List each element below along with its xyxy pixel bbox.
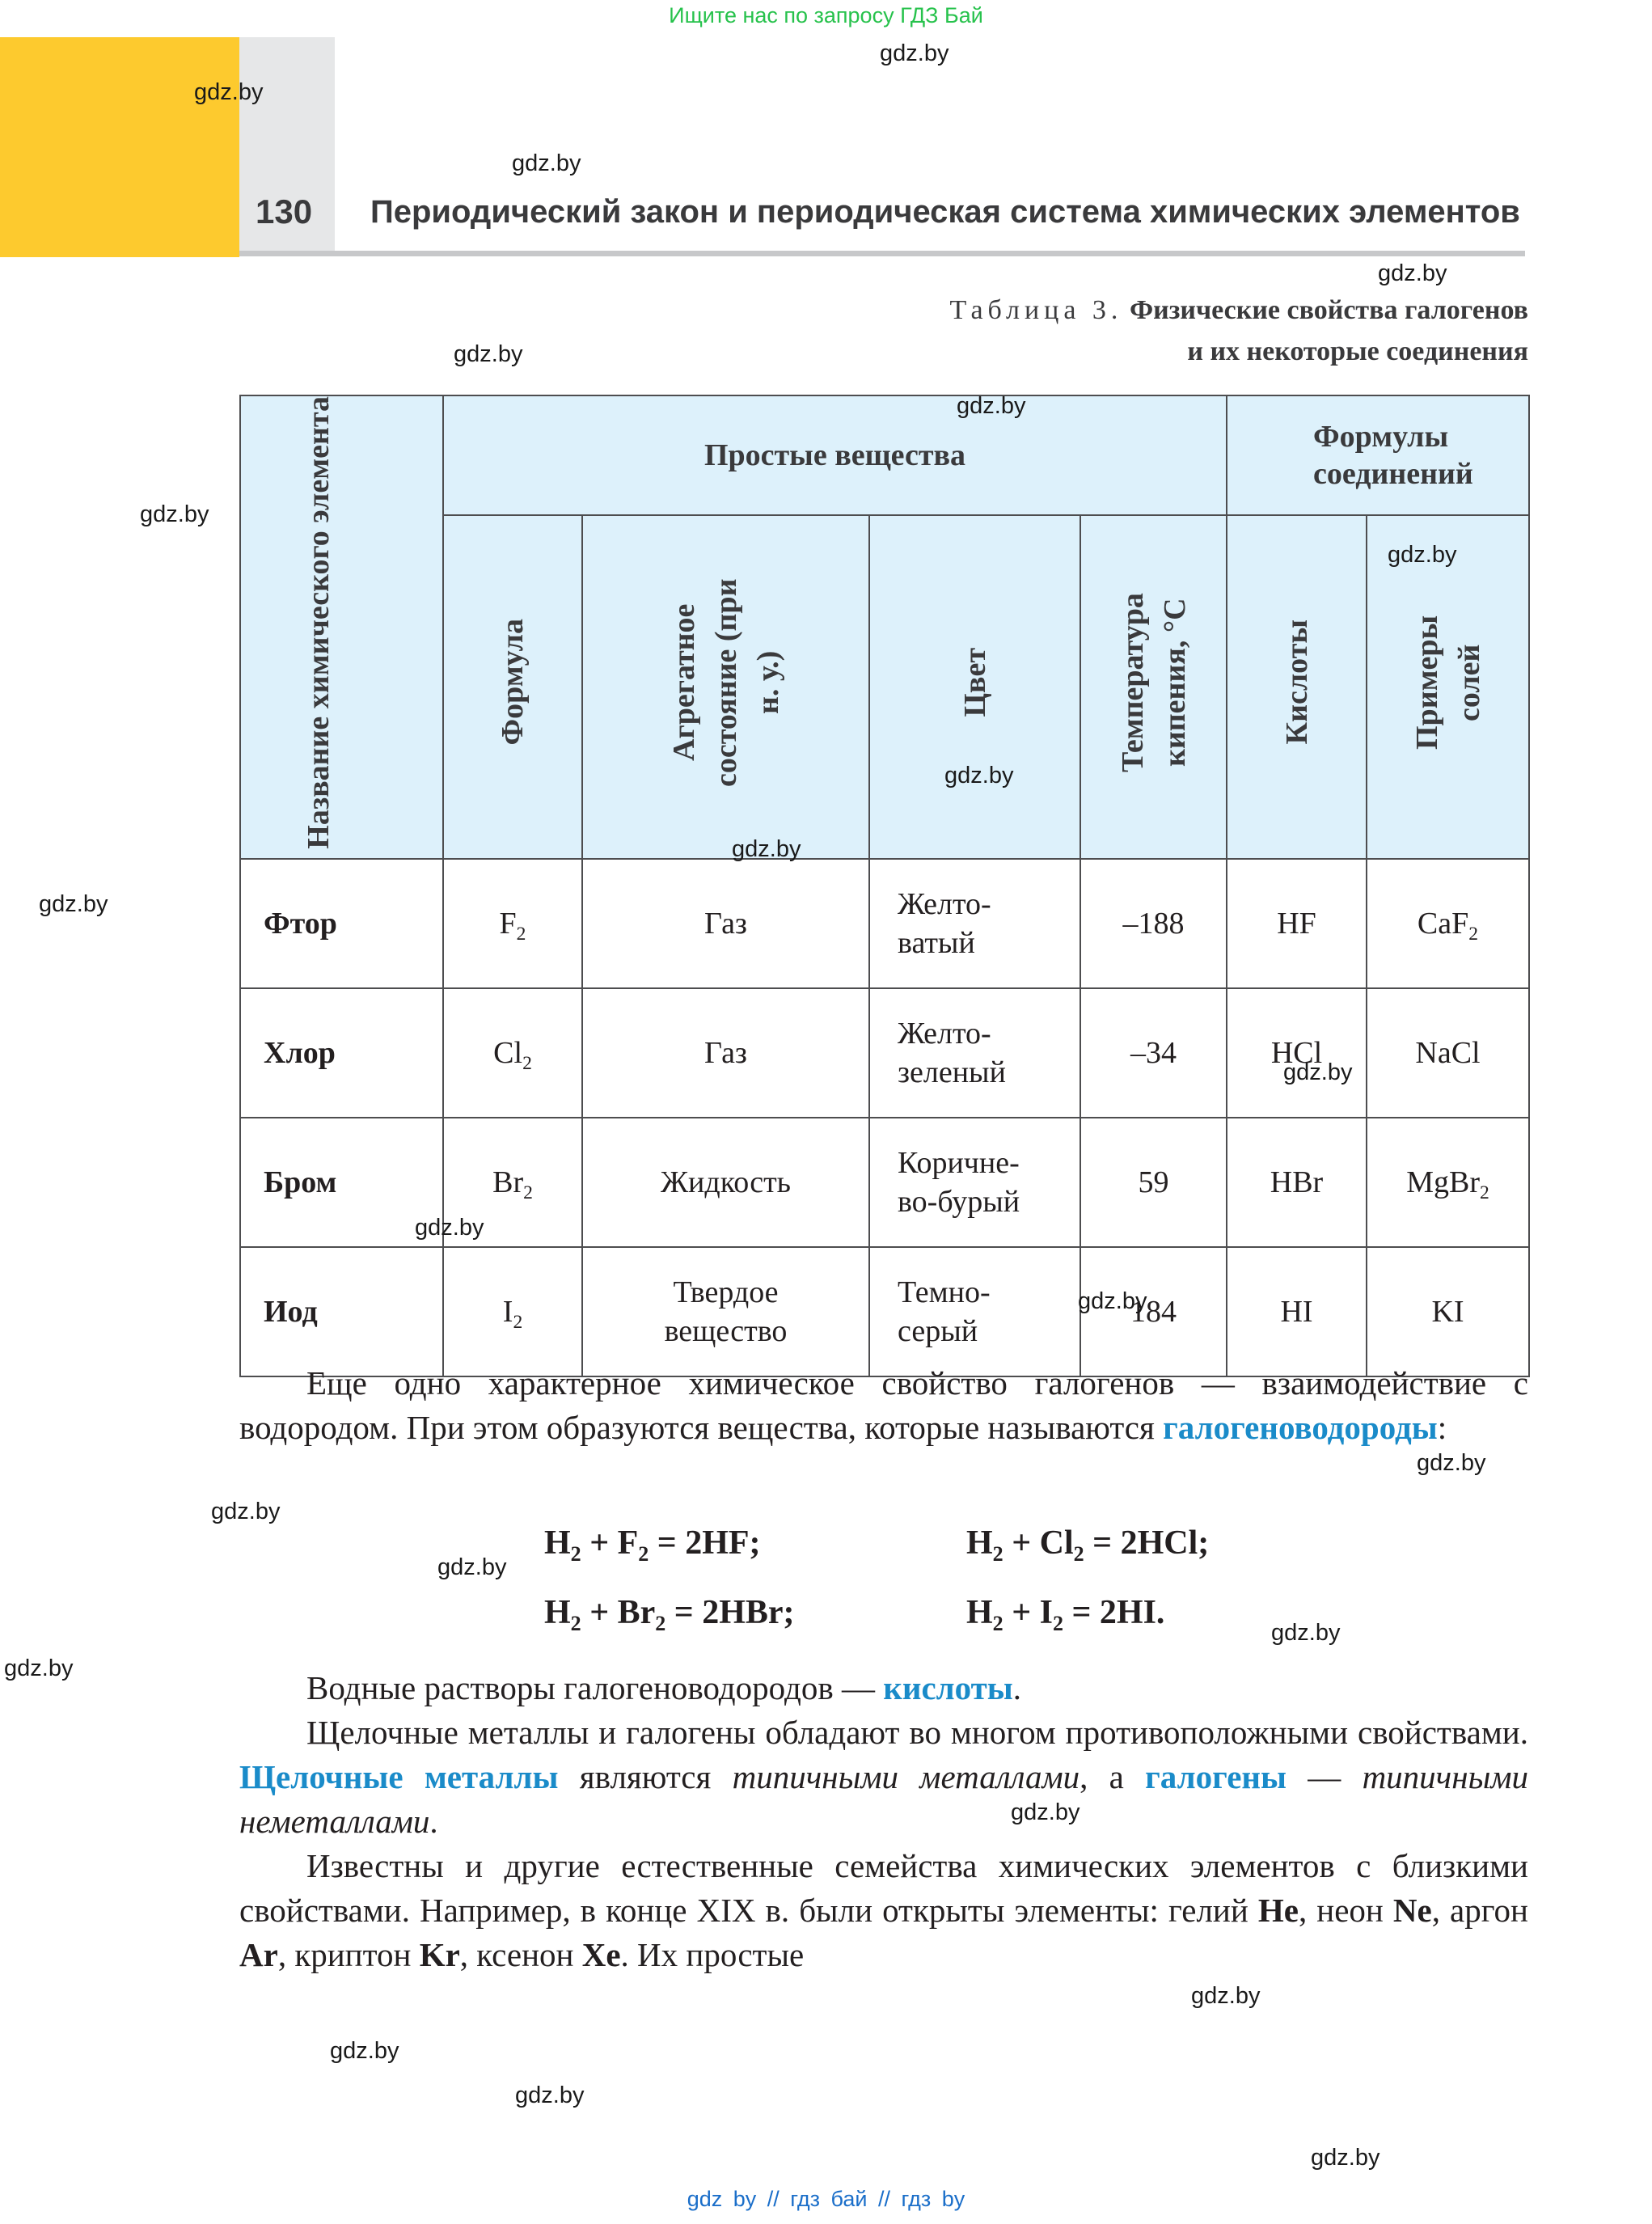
paragraph-hydrogen-halides: Еще одно характерное химическое свойство галогенов — взаимодействие с водородом. При этом образуются вещества, которые называются галогеноводороды:: [239, 1364, 1528, 1446]
element-formula: $F_2$: [443, 859, 582, 988]
element-formula: $Br_2$: [443, 1118, 582, 1247]
watermark: gdz.by: [732, 836, 801, 862]
salt-example: CaF$_2$: [1367, 859, 1529, 988]
aggregate-state: Твердое вещество: [582, 1247, 869, 1376]
table-caption-line1: Физические свойства галогенов: [1129, 295, 1528, 325]
table-row: [240, 1247, 1529, 1376]
salt-example: MgBr$_2$: [1367, 1118, 1529, 1247]
element-formula: $Cl_2$: [443, 988, 582, 1118]
element-name: Иод: [240, 1247, 443, 1376]
element-formula: $I_2$: [443, 1247, 582, 1376]
watermark: gdz.by: [1271, 1620, 1341, 1646]
aggregate-state: Газ: [582, 988, 869, 1118]
acid-formula: HCl: [1227, 988, 1367, 1118]
acid-formula: HI: [1227, 1247, 1367, 1376]
table-row: [240, 988, 1529, 1118]
watermark: gdz.by: [512, 150, 581, 176]
boiling-point: –188: [1080, 859, 1227, 988]
watermark: gdz.by: [1078, 1288, 1147, 1314]
boiling-point: 184: [1080, 1247, 1227, 1376]
table-row: [240, 859, 1529, 988]
element-name: Хлор: [240, 988, 443, 1118]
page-number: 130: [256, 192, 313, 230]
watermark: gdz.by: [437, 1554, 507, 1580]
header-aggregate-state: Агрегатное состояние (при н. у.): [582, 515, 869, 859]
salt-example: NaCl: [1367, 988, 1529, 1118]
page-corner-accent: [0, 37, 239, 257]
header-rule: [239, 251, 1525, 256]
term-halogens: галогены: [1145, 1758, 1287, 1795]
watermark: gdz.by: [957, 393, 1026, 419]
equation-hbr: $H_2 + Br_2 = 2HBr$;: [544, 1594, 795, 1636]
watermark: gdz.by: [1011, 1799, 1080, 1825]
watermark: gdz.by: [140, 501, 209, 527]
term-alkali-metals: Щелочные металлы: [239, 1758, 559, 1795]
watermark: gdz.by: [1378, 260, 1447, 286]
paragraph-metals-halogens: Щелочные металлы и галогены обладают во многом противоположными свойствами. Щелочные металлы являются типичными металлами, а галогены — типичными неметаллами.: [239, 1714, 1529, 1840]
equation-hi: $H_2 + I_2 = 2HI$.: [966, 1594, 1165, 1636]
term-acids: кислоты: [883, 1669, 1013, 1706]
paragraph-acids: Водные растворы галогеноводородов — кислоты.: [306, 1669, 1022, 1706]
footer-links: gdz by // гдз бай // гдз by: [687, 2187, 965, 2211]
header-formula: Формула: [443, 515, 582, 859]
header-boiling-point: Температура кипения, °С: [1080, 515, 1227, 859]
element-color: Желто- зеленый: [869, 988, 1080, 1118]
equation-hf: $H_2 + F_2 = 2HF$;: [544, 1524, 761, 1567]
watermark: gdz.by: [1417, 1450, 1486, 1476]
acid-formula: HBr: [1227, 1118, 1367, 1247]
table-caption: [950, 290, 1528, 372]
element-color: Темно- серый: [869, 1247, 1080, 1376]
aggregate-state: Жидкость: [582, 1118, 869, 1247]
watermark: gdz.by: [880, 40, 949, 66]
watermark: gdz.by: [454, 341, 523, 367]
element-color: Желто- ватый: [869, 859, 1080, 988]
element-name: Бром: [240, 1118, 443, 1247]
acid-formula: HF: [1227, 859, 1367, 988]
watermark: gdz.by: [211, 1499, 281, 1524]
watermark: gdz.by: [39, 891, 108, 917]
watermark: gdz.by: [1283, 1059, 1353, 1085]
paragraph-noble-gases: Известны и другие естественные семейства химических элементов с близкими свойствами. Например, в конце XIX в. были открыты элементы: гелий He, неон Ne, аргон Ar, криптон Kr, ксенон Xe. Их простые: [239, 1847, 1528, 1973]
watermark: gdz.by: [1388, 542, 1457, 568]
watermark: gdz.by: [944, 763, 1014, 789]
header-salts: Примеры солей: [1367, 515, 1529, 859]
boiling-point: 59: [1080, 1118, 1227, 1247]
watermark: gdz.by: [330, 2038, 399, 2064]
boiling-point: –34: [1080, 988, 1227, 1118]
watermark: gdz.by: [415, 1215, 484, 1241]
header-color: Цвет: [869, 515, 1080, 859]
watermark: gdz.by: [515, 2082, 585, 2108]
header-acids: Кислоты: [1227, 515, 1367, 859]
header-compound-formulas: Формулы соединений: [1227, 395, 1529, 515]
table-caption-line2: и их некоторые соединения: [1187, 336, 1528, 366]
running-title: Периодический закон и периодическая система химических элементов: [370, 194, 1520, 230]
header-simple-substances: Простые вещества: [443, 395, 1227, 515]
watermark: gdz.by: [1191, 1983, 1261, 2009]
header-element-name: Название химического элемента: [240, 395, 443, 859]
table-caption-label: Таблица 3.: [949, 295, 1123, 325]
watermark: gdz.by: [1311, 2145, 1380, 2171]
equation-hcl: $H_2 + Cl_2 = 2HCl$;: [966, 1524, 1210, 1567]
element-name: Фтор: [240, 859, 443, 988]
element-color: Коричне- во-бурый: [869, 1118, 1080, 1247]
term-hydrogen-halides: галогеноводороды: [1163, 1409, 1438, 1446]
aggregate-state: Газ: [582, 859, 869, 988]
salt-example: KI: [1367, 1247, 1529, 1376]
watermark: gdz.by: [4, 1655, 74, 1681]
search-banner: Ищите нас по запросу ГДЗ Бай: [669, 3, 983, 27]
watermark: gdz.by: [194, 79, 264, 105]
